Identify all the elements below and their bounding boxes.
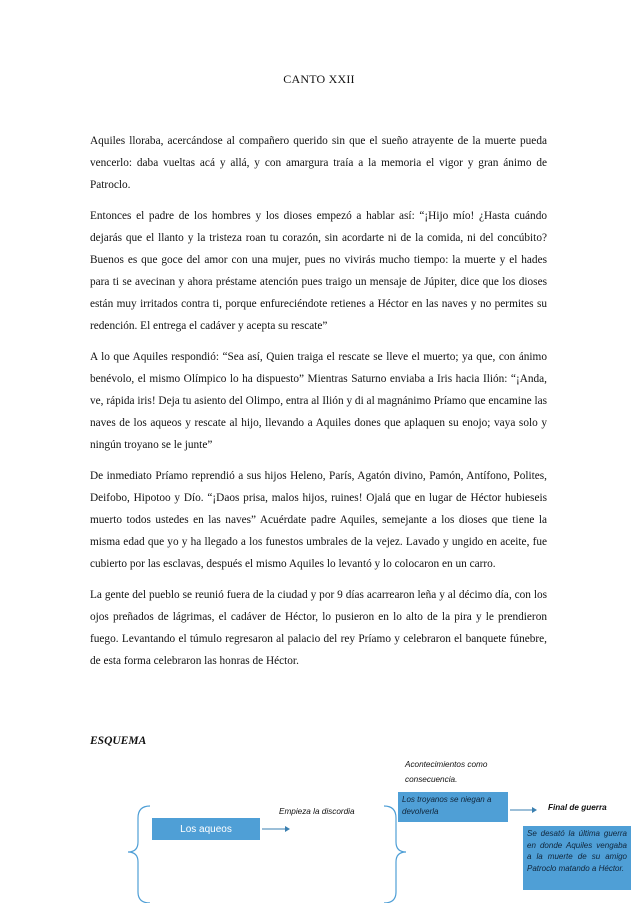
final-war-label: Final de guerra [548, 803, 607, 812]
paragraph-5: La gente del pueblo se reunió fuera de la ciudad y por 9 días acarrearon leña y al décimo día, con los ojos preñados de lágrimas, el cadáver de Héctor, lo pusieron en lo alto de la pira y le prendieron fuego. Levantando el túmulo regresaron al palacio del rey Príamo y celebraron el banquete fúnebre, de esta forma celebraron las honras de Héctor. [90, 589, 547, 667]
paragraph-3: A lo que Aquiles respondió: “Sea así, Quien traiga el rescate se lleve el muerto; ya que, con ánimo benévolo, el mismo Olímpico lo ha dispuesto” Mientras Saturno enviaba a Iris hacia Ilión: “¡Anda, ve, rápida iris! Deja tu asiento del Olimpo, entra al Ilión y di al magnánimo Príamo que encamine las naves de los aqueos y rescate al hijo, llevando a Aquiles dones que aplaquen su enojo; vaya solo y ningún troyano se le junte” [90, 351, 547, 451]
box-los-aqueos: Los aqueos [152, 818, 260, 840]
paragraph-1: Aquiles lloraba, acercándose al compañero querido sin que el sueño atrayente de la muerte pueda vencerlo: daba vueltas acá y allá, y con amargura traía a la memoria el vigor y gran ánimo de Patroclo. [90, 135, 547, 191]
box-troyanos: Los troyanos se niegan a devolverla [398, 792, 508, 822]
arrow-head-1 [285, 826, 290, 832]
discord-label: Empieza la discordia [279, 807, 355, 816]
arrow-head-2 [532, 807, 537, 813]
paragraph-4: De inmediato Príamo reprendió a sus hijos Heleno, París, Agatón divino, Pamón, Antífono, Polites, Deifobo, Hipotoo y Dío. “¡Daos prisa, malos hijos, ruines! Ojalá que en lugar de Héctor hubieseis muerto todos ustedes en las naves” Acuérdate padre Aquiles, semejante a los dioses que tiene la misma edad que yo y ha llegado a los funestos umbrales de la vejez. Lavado y ungido en aceite, fue cubierto por las esclavas, después el mismo Aquiles lo levantó y lo colocaron en un carro. [90, 470, 547, 570]
consequence-label: Acontecimientos como consecuencia. [405, 760, 488, 784]
section-heading: ESQUEMA [90, 735, 147, 747]
left-brace [128, 806, 150, 903]
page-title: CANTO XXII [283, 72, 355, 86]
paragraph-2: Entonces el padre de los hombres y los dioses empezó a hablar así: “¡Hijo mío! ¿Hasta cuándo dejarás que el llanto y la tristeza roan tu corazón, sin acordarte ni de la comida, ni del concúbito? Buenos es que goce del amor con una mujer, pues no vivirás mucho tiempo: la muerte y el hades para ti se avecinan y ahora préstame atención pues traigo un mensaje de Júpiter, dice que los dioses están muy irritados contra ti, porque enfureciéndote retienes a Héctor en las naves y no permites su redención. El entrega el cadáver y acepta su rescate” [90, 210, 547, 332]
box-final-guerra: Se desató la última guerra en donde Aquiles vengaba a la muerte de su amigo Patroclo matando a Héctor. [523, 826, 631, 890]
